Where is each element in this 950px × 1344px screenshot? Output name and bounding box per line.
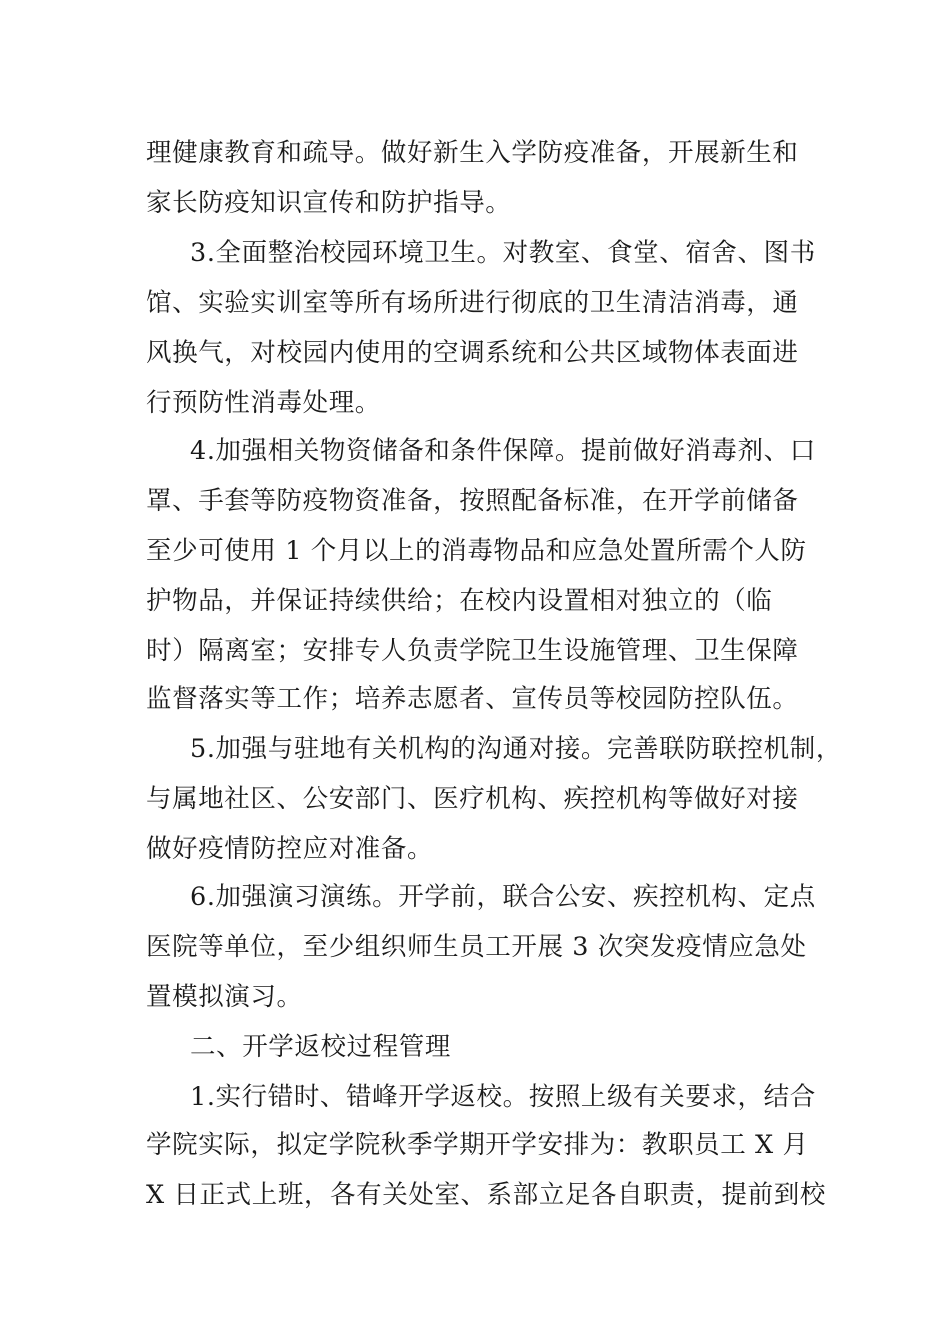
text-line: 4.加强相关物资储备和条件保障。提前做好消毒剂、口 xyxy=(190,436,816,466)
text-line: 行预防性消毒处理。 xyxy=(146,388,381,418)
text-line: 做好疫情防控应对准备。 xyxy=(146,834,434,864)
section-heading: 二、开学返校过程管理 xyxy=(190,1032,452,1062)
text-line: 5.加强与驻地有关机构的沟通对接。完善联防联控机制， xyxy=(190,734,842,764)
text-line: 风换气，对校园内使用的空调系统和公共区域物体表面进 xyxy=(146,338,799,368)
text-line: 至少可使用 1 个月以上的消毒物品和应急处置所需个人防 xyxy=(146,536,807,566)
text-line: 护物品，并保证持续供给；在校内设置相对独立的（临 xyxy=(146,586,773,616)
text-line: 与属地社区、公安部门、医疗机构、疾控机构等做好对接 xyxy=(146,784,799,814)
text-line: 监督落实等工作；培养志愿者、宣传员等校园防控队伍。 xyxy=(146,684,799,714)
text-line: 馆、实验实训室等所有场所进行彻底的卫生清洁消毒，通 xyxy=(146,288,799,318)
text-line: 家长防疫知识宣传和防护指导。 xyxy=(146,188,512,218)
text-line: 医院等单位，至少组织师生员工开展 3 次突发疫情应急处 xyxy=(146,932,807,962)
text-line: 1.实行错时、错峰开学返校。按照上级有关要求，结合 xyxy=(190,1082,816,1112)
text-line: 理健康教育和疏导。做好新生入学防疫准备，开展新生和 xyxy=(146,138,799,168)
text-line: 学院实际，拟定学院秋季学期开学安排为：教职员工 X 月 xyxy=(146,1130,809,1160)
text-line: 时）隔离室；安排专人负责学院卫生设施管理、卫生保障 xyxy=(146,636,799,666)
text-line: 置模拟演习。 xyxy=(146,982,303,1012)
text-line: X 日正式上班，各有关处室、系部立足各自职责，提前到校 xyxy=(146,1180,826,1210)
text-line: 6.加强演习演练。开学前，联合公安、疾控机构、定点 xyxy=(190,882,816,912)
text-line: 3.全面整治校园环境卫生。对教室、食堂、宿舍、图书 xyxy=(190,238,816,268)
text-line: 罩、手套等防疫物资准备，按照配备标准，在开学前储备 xyxy=(146,486,799,516)
